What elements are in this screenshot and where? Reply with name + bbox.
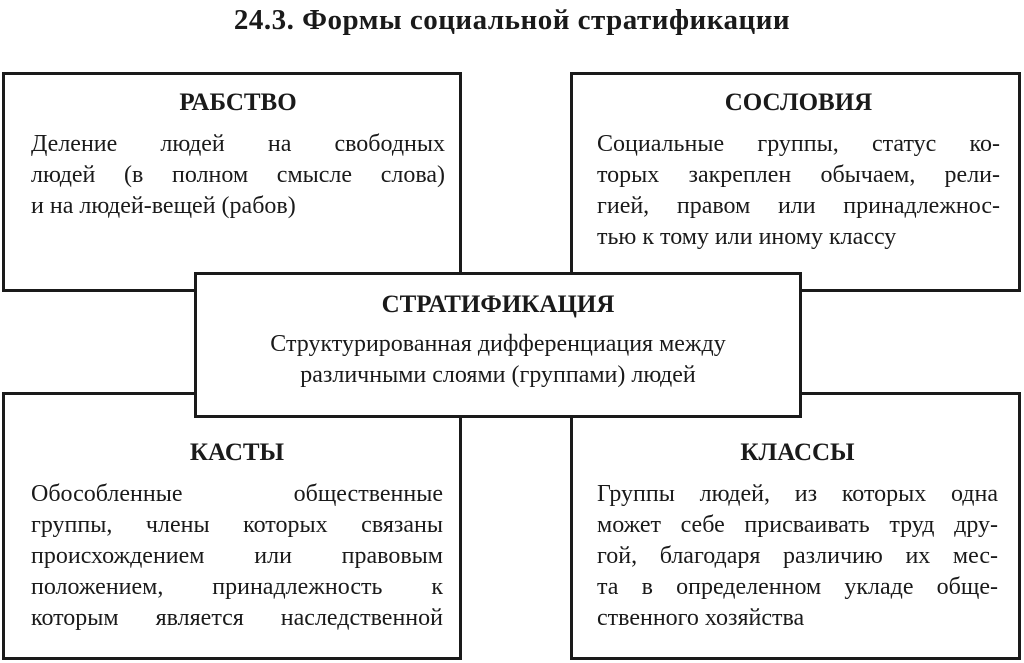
classes-box xyxy=(570,392,1021,660)
stratification-box xyxy=(194,272,802,418)
stratification-line: Структурированная дифференциация между xyxy=(270,331,726,357)
classes-line: гой, благодаря различию их мес- xyxy=(597,543,998,569)
castes-line: положением, принадлежность к xyxy=(31,574,443,600)
stratification-description xyxy=(207,329,789,391)
castes-description xyxy=(31,479,443,634)
slavery-line: и на людей-вещей (рабов) xyxy=(31,193,296,219)
castes-line: которым является наследственной xyxy=(31,605,443,631)
diagram-title: 24.3. Формы социальной стратификации xyxy=(233,4,791,36)
classes-line: может себе присваивать труд дру- xyxy=(597,512,998,538)
classes-line: Группы людей, из которых одна xyxy=(597,481,998,507)
estates-box xyxy=(570,72,1021,292)
castes-line: происхождением или правовым xyxy=(31,543,443,569)
classes-heading: КЛАССЫ xyxy=(740,439,855,466)
slavery-line: Деление людей на свободных xyxy=(31,131,445,157)
castes-line: Обособленные общественные xyxy=(31,481,443,507)
slavery-description xyxy=(31,129,445,222)
slavery-heading: РАБСТВО xyxy=(179,89,297,116)
slavery-box xyxy=(2,72,462,292)
stratification-heading: СТРАТИФИКАЦИЯ xyxy=(381,291,615,318)
estates-description xyxy=(597,129,1000,253)
estates-heading: СОСЛОВИЯ xyxy=(724,89,873,116)
estates-line: гией, правом или принадлежнос- xyxy=(597,193,1000,219)
classes-line: ственного хозяйства xyxy=(597,605,805,631)
estates-line: торых закреплен обычаем, рели- xyxy=(597,162,1000,188)
classes-line: та в определенном укладе обще- xyxy=(597,574,998,600)
stratification-line: различными слоями (группами) людей xyxy=(300,362,696,388)
classes-description xyxy=(597,479,998,634)
castes-heading: КАСТЫ xyxy=(189,439,285,466)
estates-line: тью к тому или иному классу xyxy=(597,224,897,250)
castes-box xyxy=(2,392,462,660)
estates-line: Социальные группы, статус ко- xyxy=(597,131,1000,157)
castes-line: группы, члены которых связаны xyxy=(31,512,443,538)
slavery-line: людей (в полном смысле слова) xyxy=(31,162,445,188)
